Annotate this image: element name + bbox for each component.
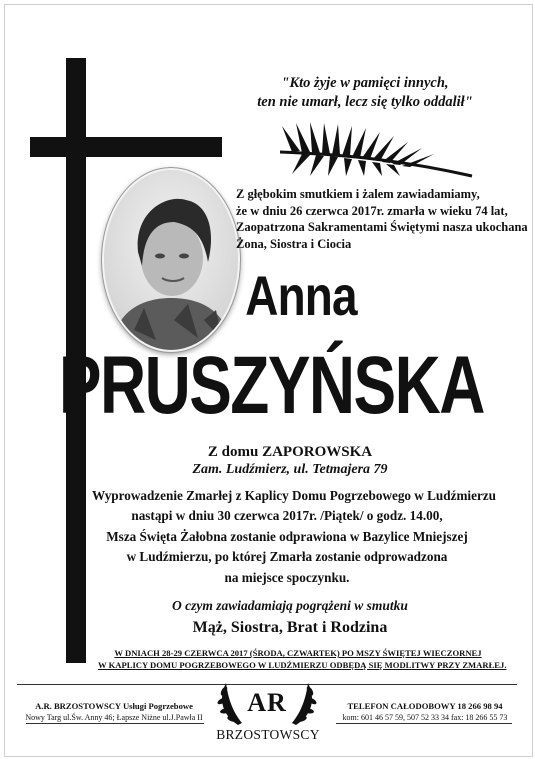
- funeral-details: [92, 486, 496, 588]
- deceased-address: Zam. Ludźmierz, ul. Tetmajera 79: [192, 462, 388, 477]
- company-info-underline: [26, 723, 204, 724]
- company-info: [14, 701, 214, 723]
- maiden-name-value: ZAPOROWSKA: [262, 444, 373, 460]
- contact-info: [330, 701, 520, 723]
- announcement-intro: [236, 186, 526, 252]
- intro-line-3: Zaopatrzona Sakramentami Świętymi nasza ukochana: [236, 220, 528, 234]
- brand-name: BRZOSTOWSCY: [216, 727, 320, 742]
- funeral-line-4: w Ludźmierzu, po której Zmarła zostanie odprowadzona: [126, 549, 448, 565]
- quote-line-2: ten nie umarł, lecz się tylko oddalił": [257, 94, 473, 110]
- funeral-line-5: na miejsce spoczynku.: [224, 569, 350, 585]
- maiden-name: [160, 443, 420, 461]
- palm-branch-icon: [272, 118, 482, 178]
- intro-line-4: Żona, Siostra i Ciocia: [236, 236, 352, 251]
- contact-info-underline: [336, 723, 512, 724]
- funeral-line-1: Wyprowadzenie Zmarłej z Kaplicy Domu Pogrzebowego w Ludźmierzu: [92, 488, 496, 503]
- intro-line-2: że w dniu 26 czerwca 2017r. zmarła w wieku 74 lat,: [236, 203, 508, 218]
- cross-horizontal-bar: [30, 137, 222, 157]
- phone-numbers: kom: 601 46 57 59, 507 52 33 34 fax: 18 266 55 73: [342, 713, 508, 722]
- company-name: A.R. BRZOSTOWSCY Usługi Pogrzebowe: [35, 701, 193, 711]
- maiden-name-label: Z domu: [207, 444, 259, 460]
- deceased-last-name: PRUSZYŃSKA: [58, 340, 484, 431]
- quote-line-1: "Kto żyje w pamięci innych,: [281, 75, 449, 91]
- company-logo: [208, 675, 326, 731]
- company-address: Nowy Targ ul.Św. Anny 46; Łapsze Niżne ul.J.Pawła II: [25, 713, 203, 722]
- prayer-note-line-1: W DNIACH 28-29 CZERWCA 2017 (ŚRODA, CZWARTEK) PO MSZY ŚWIĘTEJ WIECZORNEJ: [114, 648, 482, 658]
- mourners-names: Mąż, Siostra, Brat i Rodzina: [192, 619, 388, 636]
- intro-line-1: Z głębokim smutkiem i żalem zawiadamiamy,: [236, 187, 480, 201]
- phone-label: TELEFON CAŁODOBOWY 18 266 98 94: [347, 701, 503, 711]
- prayer-note-line-2: W KAPLICY DOMU POGRZEBOWEGO W LUDŹMIERZU ODBĘDĄ SIĘ MODLITWY PRZY ZMARŁEJ.: [98, 660, 507, 670]
- prayer-note: [98, 647, 507, 671]
- memorial-quote: [215, 74, 515, 112]
- logo-initials: AR: [247, 688, 287, 717]
- funeral-line-3: Msza Święta Żałobna zostanie odprawiona w Bazylice Mniejszej: [106, 528, 468, 544]
- deceased-portrait-photo: [102, 168, 240, 352]
- funeral-line-2: nastąpi w dniu 30 czerwca 2017r. /Piątek/ o godz. 14.00,: [131, 508, 443, 524]
- mourners-intro: O czym zawiadamiają pogrążeni w smutku: [172, 598, 408, 613]
- deceased-first-name: Anna: [245, 264, 357, 327]
